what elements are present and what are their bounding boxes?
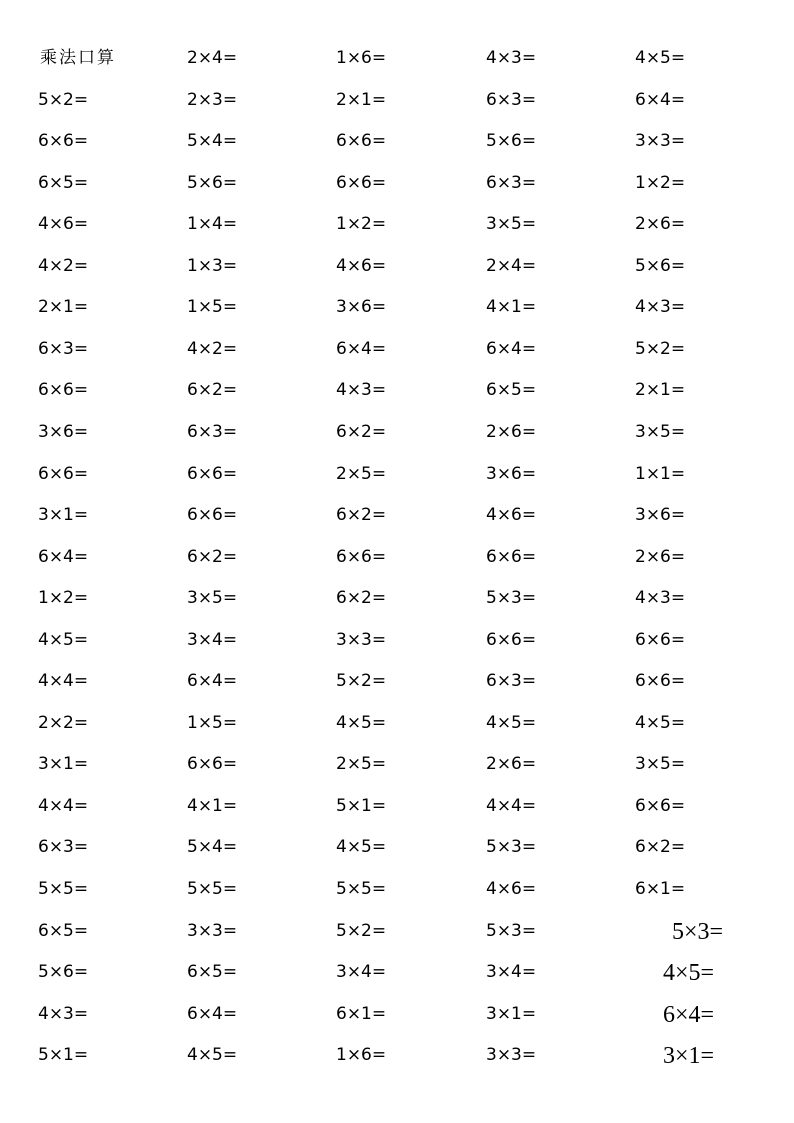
problem-cell: 3×1= <box>38 505 89 526</box>
problem-cell: 2×3= <box>187 89 238 110</box>
problem-cell: 6×6= <box>635 671 686 692</box>
problem-cell: 6×3= <box>486 172 537 193</box>
problem-cell: 6×6= <box>187 505 238 526</box>
problem-cell: 6×5= <box>486 380 537 401</box>
problem-cell: 2×5= <box>336 463 387 484</box>
problem-cell: 4×6= <box>38 214 89 235</box>
problem-cell: 4×6= <box>486 879 537 899</box>
problem-cell: 5×1= <box>336 795 387 816</box>
problem-cell: 6×3= <box>486 89 537 110</box>
problem-cell: 1×5= <box>187 712 238 733</box>
problem-cell: 6×4= <box>187 1003 238 1024</box>
problem-cell: 5×6= <box>38 962 89 983</box>
problem-cell: 6×6= <box>336 546 387 567</box>
problem-cell: 5×6= <box>486 131 537 152</box>
problem-cell: 6×6= <box>486 546 537 567</box>
problem-cell: 2×1= <box>38 297 89 318</box>
problem-cell: 5×4= <box>187 837 238 858</box>
problem-cell: 2×6= <box>635 546 686 567</box>
problem-cell: 6×4= <box>187 671 238 692</box>
problem-cell: 4×3= <box>635 588 686 609</box>
problem-cell: 6×2= <box>336 588 387 609</box>
problem-cell: 6×4= <box>336 338 387 359</box>
problem-cell: 2×6= <box>486 421 537 442</box>
problem-cell: 4×3= <box>336 380 387 401</box>
problem-cell: 3×3= <box>635 131 686 152</box>
problem-cell: 4×2= <box>187 338 238 359</box>
problem-cell: 3×4= <box>336 962 387 983</box>
problem-cell: 1×6= <box>336 1045 387 1066</box>
problem-cell: 5×2= <box>336 920 387 941</box>
problem-cell: 6×6= <box>635 629 686 650</box>
problem-cell: 6×6= <box>38 380 89 401</box>
problem-cell: 4×5= <box>38 629 89 650</box>
problem-cell: 6×6= <box>38 131 89 152</box>
problem-cell: 1×5= <box>187 297 238 318</box>
problem-cell: 6×3= <box>38 837 89 858</box>
problem-cell: 6×2= <box>336 505 387 526</box>
problem-cell: 4×3= <box>486 48 537 68</box>
problem-cell: 5×2= <box>38 89 89 110</box>
problem-cell: 1×2= <box>635 172 686 193</box>
problem-cell: 1×3= <box>187 255 238 276</box>
problem-cell: 4×6= <box>486 505 537 526</box>
problem-cell: 1×1= <box>635 463 686 484</box>
problem-cell: 4×3= <box>38 1003 89 1024</box>
problem-cell: 4×3= <box>635 297 686 318</box>
problem-cell: 6×6= <box>187 754 238 775</box>
problem-cell: 4×5= <box>486 712 537 733</box>
problem-cell: 3×5= <box>635 421 686 442</box>
problem-cell: 5×3= <box>672 918 724 945</box>
problem-cell: 3×3= <box>486 1045 537 1066</box>
problem-cell: 2×5= <box>336 754 387 775</box>
problem-cell: 1×2= <box>38 588 89 609</box>
problem-cell: 3×6= <box>486 463 537 484</box>
problem-cell: 4×6= <box>336 255 387 276</box>
problem-cell: 6×5= <box>187 962 238 983</box>
problem-cell: 3×5= <box>187 588 238 609</box>
problem-cell: 3×3= <box>336 629 387 650</box>
problem-cell: 6×3= <box>38 338 89 359</box>
problem-cell: 2×1= <box>635 380 686 401</box>
problem-cell: 5×6= <box>635 255 686 276</box>
problem-cell: 5×3= <box>486 588 537 609</box>
problem-cell: 4×5= <box>635 712 686 733</box>
problem-cell: 4×5= <box>663 960 715 987</box>
problem-cell: 4×4= <box>486 795 537 816</box>
problem-cell: 3×4= <box>187 629 238 650</box>
problem-cell: 6×4= <box>635 89 686 110</box>
problem-cell: 1×6= <box>336 48 387 68</box>
problem-cell: 4×5= <box>336 712 387 733</box>
problem-cell: 6×2= <box>635 837 686 858</box>
problem-cell: 3×5= <box>635 754 686 775</box>
problem-cell: 5×4= <box>187 131 238 152</box>
problem-cell: 4×4= <box>38 795 89 816</box>
problem-cell: 2×4= <box>187 48 238 68</box>
problem-cell: 6×2= <box>187 546 238 567</box>
problem-cell: 4×1= <box>187 795 238 816</box>
problem-cell: 6×6= <box>38 463 89 484</box>
problem-cell: 5×2= <box>336 671 387 692</box>
problem-cell: 4×5= <box>187 1045 238 1066</box>
problem-cell: 6×5= <box>38 172 89 193</box>
problem-cell: 3×4= <box>486 962 537 983</box>
problem-cell: 6×4= <box>663 1001 715 1028</box>
worksheet-title: 乘法口算 <box>40 48 116 68</box>
problem-cell: 3×1= <box>486 1003 537 1024</box>
problem-cell: 2×6= <box>486 754 537 775</box>
problem-cell: 4×5= <box>336 837 387 858</box>
problem-cell: 5×3= <box>486 837 537 858</box>
problem-cell: 5×3= <box>486 920 537 941</box>
problem-cell: 6×2= <box>336 421 387 442</box>
problem-cell: 5×2= <box>635 338 686 359</box>
problem-cell: 3×5= <box>486 214 537 235</box>
problem-cell: 6×6= <box>486 629 537 650</box>
problem-cell: 6×4= <box>38 546 89 567</box>
problem-cell: 2×6= <box>635 214 686 235</box>
problem-cell: 3×6= <box>336 297 387 318</box>
problem-cell: 4×4= <box>38 671 89 692</box>
problem-cell: 5×6= <box>187 172 238 193</box>
problem-cell: 4×2= <box>38 255 89 276</box>
problem-cell: 2×4= <box>486 255 537 276</box>
problem-cell: 4×5= <box>635 48 686 68</box>
problem-cell: 6×1= <box>336 1003 387 1024</box>
problem-cell: 6×5= <box>38 920 89 941</box>
problem-cell: 5×5= <box>187 879 238 899</box>
problem-cell: 6×1= <box>635 879 686 899</box>
problem-cell: 5×1= <box>38 1045 89 1066</box>
problem-cell: 1×2= <box>336 214 387 235</box>
problem-cell: 2×2= <box>38 712 89 733</box>
problem-cell: 3×3= <box>187 920 238 941</box>
problem-cell: 3×1= <box>38 754 89 775</box>
problem-cell: 2×1= <box>336 89 387 110</box>
problem-cell: 6×3= <box>187 421 238 442</box>
problem-cell: 6×6= <box>635 795 686 816</box>
problem-cell: 4×1= <box>486 297 537 318</box>
problem-cell: 5×5= <box>38 879 89 899</box>
problem-cell: 6×6= <box>336 131 387 152</box>
problem-cell: 5×5= <box>336 879 387 899</box>
problem-cell: 6×4= <box>486 338 537 359</box>
problem-cell: 1×4= <box>187 214 238 235</box>
problem-cell: 3×6= <box>38 421 89 442</box>
problem-cell: 6×6= <box>336 172 387 193</box>
problem-cell: 3×6= <box>635 505 686 526</box>
problem-cell: 6×6= <box>187 463 238 484</box>
problem-cell: 6×2= <box>187 380 238 401</box>
problem-cell: 3×1= <box>663 1043 715 1070</box>
problem-cell: 6×3= <box>486 671 537 692</box>
